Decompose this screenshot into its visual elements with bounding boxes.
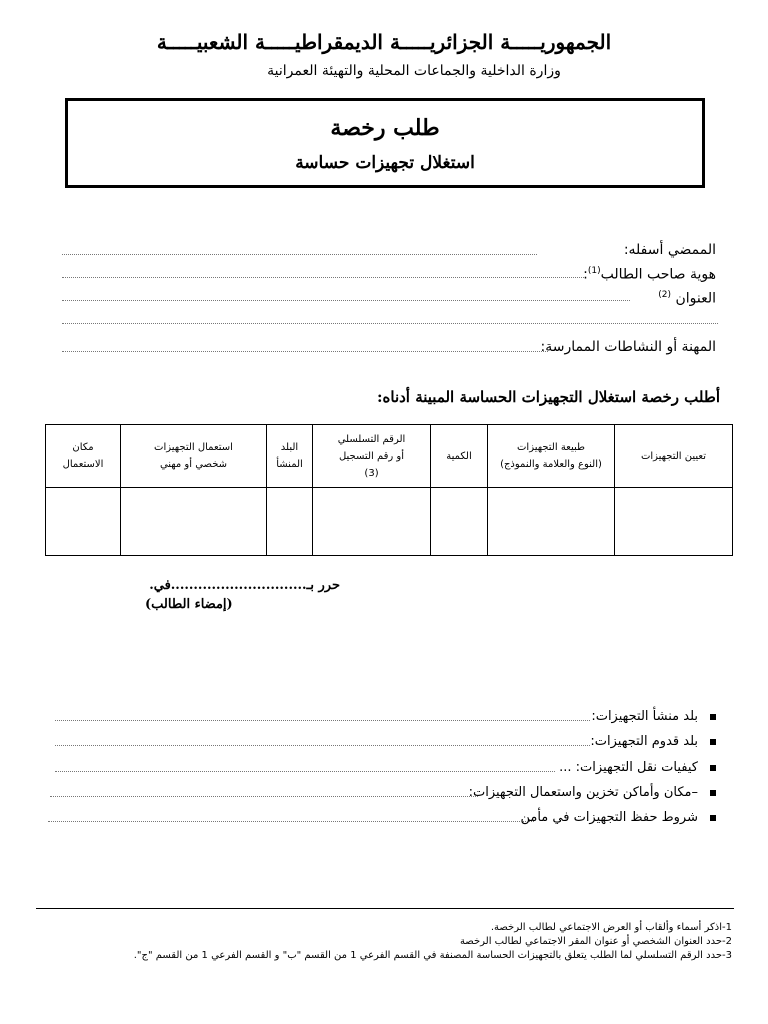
ministry-header: وزارة الداخلية والجماعات المحلية والتهيئة العمرانية (267, 63, 561, 79)
header-quantity: الكمية (431, 425, 488, 488)
footnote-2: 2-حدد العنوان الشخصي أو عنوان المقر الاجتماعي لطالب الرخصة (459, 936, 732, 947)
signature-label: (إمضاء الطالب) (145, 597, 233, 612)
title-box (65, 98, 705, 188)
cell-origin[interactable] (267, 488, 313, 556)
bullet-square-icon (710, 765, 716, 771)
field-identity: هوية صاحب الطالب$^{(1)}$: (583, 266, 716, 283)
list-item: شروط حفظ التجهيزات في مأمن (520, 810, 716, 825)
footnote-separator (36, 908, 734, 909)
header-country-origin: البلد المنشأ (267, 425, 313, 488)
field-signatory (624, 242, 716, 258)
form-title: طلب رخصة (330, 115, 440, 141)
field-address-line[interactable] (62, 300, 630, 301)
bullet-line[interactable] (50, 796, 478, 797)
footnote-3: 3-حدد الرقم التسلسلي لما الطلب يتعلق بالتجهيزات الحساسة المصنفة في القسم الفرعي 1 من القسم "ب" و القسم الفرعي 1 من القسم "ج". (133, 950, 732, 961)
list-item: –مكان وأماكن تخزين واستعمال التجهيزات: (469, 785, 716, 800)
field-address-line-2[interactable] (62, 323, 718, 324)
field-signatory-line[interactable] (62, 254, 537, 255)
field-profession-label: المهنة أو النشاطات الممارسة: (540, 339, 716, 355)
field-profession (541, 339, 716, 355)
header-equipment-designation: تعيين التجهيزات (615, 425, 733, 488)
header-place-of-use: مكان الاستعمال (46, 425, 121, 488)
table-row (46, 488, 733, 556)
signature-place-date[interactable]: حرر بـ..............................في. (149, 578, 340, 593)
equipment-table (45, 424, 733, 556)
list-item: بلد قدوم التجهيزات: (590, 734, 716, 749)
field-identity-label: هوية صاحب الطالب (600, 266, 716, 283)
field-signatory-label: الممضي أسفله: (623, 242, 716, 258)
cell-quantity[interactable] (431, 488, 488, 556)
cell-designation[interactable] (615, 488, 733, 556)
list-item: كيفيات نقل التجهيزات: ... (559, 760, 716, 775)
field-address-label: العنوان (671, 290, 716, 307)
bullet-square-icon (710, 739, 716, 745)
header-equipment-nature: طبيعة التجهيزات (النوع والعلامة والنموذج) (488, 425, 615, 488)
bullet-line[interactable] (55, 771, 555, 772)
header-serial-number: الرقم التسلسلي أو رقم التسجيل (3) (313, 425, 431, 488)
cell-place[interactable] (46, 488, 121, 556)
bullet-line[interactable] (48, 821, 534, 822)
field-profession-line[interactable] (62, 351, 548, 352)
bullet-line[interactable] (55, 720, 590, 721)
footnote-marker-2: (2) (658, 290, 671, 300)
footnote-marker-1: (1) (587, 266, 601, 276)
cell-use[interactable] (121, 488, 267, 556)
republic-header: الجمهوريـــــة الجزائريـــــة الديمقراطيـــــة الشعبيـــــة (156, 30, 612, 54)
list-item: بلد منشأ التجهيزات: (591, 709, 716, 724)
field-identity-line[interactable] (62, 277, 584, 278)
bullet-line[interactable] (55, 745, 590, 746)
field-address (658, 290, 716, 307)
form-subtitle: استغلال تجهيزات حساسة (295, 153, 475, 173)
bullet-square-icon (710, 815, 716, 821)
cell-serial[interactable] (313, 488, 431, 556)
bullet-square-icon (710, 714, 716, 720)
header-equipment-use: استعمال التجهيزات شخصي أو مهني (121, 425, 267, 488)
request-statement: أطلب رخصة استغلال التجهيزات الحساسة المبينة أدناه: (376, 388, 720, 406)
bullet-square-icon (710, 790, 716, 796)
cell-nature[interactable] (488, 488, 615, 556)
footnote-1: 1-اذكر أسماء وألقاب أو العرض الاجتماعي لطالب الرخصة. (490, 922, 732, 933)
table-header-row (46, 425, 733, 488)
